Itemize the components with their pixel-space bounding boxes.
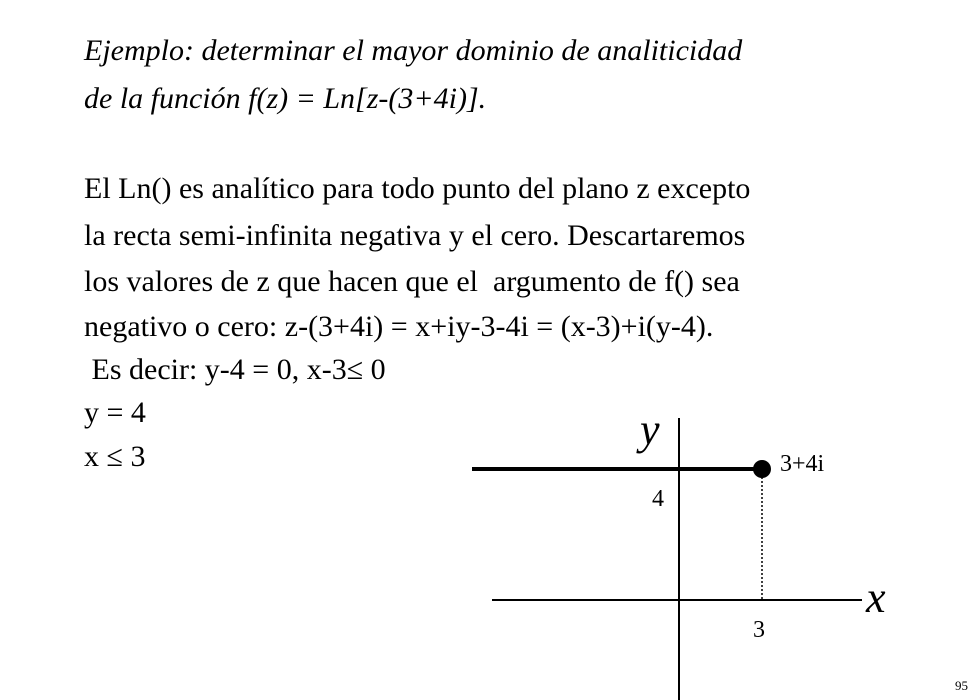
- body-line-4: negativo o cero: z-(3+4i) = x+iy-3-4i = (x-3)+i(y-4).: [84, 310, 714, 343]
- y-axis-label: y: [640, 405, 660, 454]
- point-label: 3+4i: [780, 451, 825, 477]
- title-line-1: Ejemplo: determinar el mayor dominio de analiticidad: [84, 34, 743, 67]
- body-line-2: la recta semi-infinita negativa y el cero. Descartaremos: [84, 219, 746, 252]
- x-tick-label: 3: [753, 617, 765, 643]
- body-line-3: los valores de z que hacen que el argumento de f() sea: [84, 265, 740, 298]
- branch-point: [753, 460, 771, 478]
- title-line-2: de la función f(z) = Ln[z-(3+4i)].: [84, 82, 487, 115]
- body-line-6: y = 4: [84, 396, 146, 429]
- x-axis-label: x: [866, 573, 886, 622]
- y-tick-label: 4: [652, 486, 664, 512]
- body-line-1: El Ln() es analítico para todo punto del plano z excepto: [84, 172, 751, 205]
- body-line-5: Es decir: y-4 = 0, x-3≤ 0: [84, 353, 386, 386]
- page-number: 95: [955, 678, 968, 693]
- body-line-7: x ≤ 3: [84, 440, 146, 473]
